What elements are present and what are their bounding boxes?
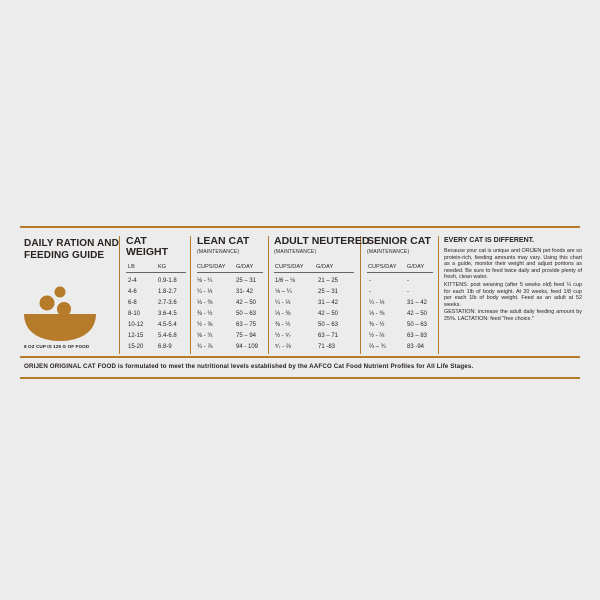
lb-header: LB bbox=[128, 264, 135, 270]
adult-grams-cell: 31 – 42 bbox=[318, 300, 339, 306]
adult-cups-cell: ½ - ⁵⁄₇ bbox=[275, 333, 291, 339]
senior-cups-header: CUPS/DAY bbox=[368, 264, 397, 270]
adult-cups-cell: ¼ - ⅓ bbox=[275, 300, 291, 306]
lean-cups-cell: ⅝ - ¾ bbox=[197, 333, 213, 339]
top-rule bbox=[20, 226, 580, 228]
feeding-guide-panel bbox=[20, 226, 580, 378]
lean-grams-cell: 75 – 94 bbox=[236, 333, 257, 339]
adult-grams-cell: 42 – 50 bbox=[318, 311, 339, 317]
adult-grams-cell: 21 – 25 bbox=[318, 278, 339, 284]
kg-cell: 2.7-3.6 bbox=[158, 300, 177, 306]
senior-grams-cell: 83 -94 bbox=[407, 344, 425, 350]
adult-grams-cell: 71 -83 bbox=[318, 344, 336, 350]
kittens-note: KITTENS: post weaning (after 5 weeks old) feed ¼ cup for each 1lb of body weight. At 20 weeks, feed 1/8 cup per each 1lb of body weight. Feed as an adult at 52 weeks. bbox=[444, 281, 582, 308]
lean-grams-cell: 42 – 50 bbox=[236, 300, 257, 306]
column-divider bbox=[438, 236, 439, 354]
senior-cups-cell: - bbox=[369, 278, 371, 284]
column-divider bbox=[190, 236, 191, 354]
middle-rule bbox=[20, 356, 580, 358]
adult-grams-cell: 63 – 71 bbox=[318, 333, 339, 339]
lean-grams-cell: 50 – 63 bbox=[236, 311, 257, 317]
adult-cups-cell: ⁵⁄₇ - ⅔ bbox=[275, 344, 291, 350]
column-divider bbox=[268, 236, 269, 354]
kg-cell: 5.4-6.8 bbox=[158, 333, 177, 339]
kg-cell: 0.9-1.8 bbox=[158, 278, 177, 284]
kg-cell: 4.5-5.4 bbox=[158, 322, 177, 328]
lean-cups-cell: ⅜ - ½ bbox=[197, 311, 213, 317]
senior-grams-cell: 50 – 63 bbox=[407, 322, 428, 328]
senior-cups-cell: ⅜ - ½ bbox=[369, 322, 385, 328]
lb-cell: 15-20 bbox=[128, 344, 144, 350]
general-feeding-note: Because your cat is unique and ORIJEN pet foods are so protein-rich, feeding amounts may vary. Using this chart as a guide, monitor their weight and adjust portions as needed. Be sure to feed twice daily and provide plenty of fresh, clean water. bbox=[444, 248, 582, 281]
header-underline bbox=[197, 272, 263, 273]
adult-cups-cell: 1/6 – ⅛ bbox=[275, 278, 296, 284]
lean-grams-cell: 31- 42 bbox=[236, 289, 254, 295]
kg-header: KG bbox=[158, 264, 167, 270]
senior-grams-cell: - bbox=[407, 278, 409, 284]
weight-column-title: CAT WEIGHT bbox=[126, 235, 168, 258]
column-divider bbox=[360, 236, 361, 354]
senior-grams-cell: - bbox=[407, 289, 409, 295]
header-underline bbox=[274, 272, 354, 273]
adult-grams-cell: 50 – 63 bbox=[318, 322, 339, 328]
lb-cell: 12-15 bbox=[128, 333, 144, 339]
senior-cups-cell: - bbox=[369, 289, 371, 295]
lb-cell: 4-6 bbox=[128, 289, 137, 295]
kg-cell: 1.8-2.7 bbox=[158, 289, 177, 295]
adult-cups-cell: ⅓ - ⅜ bbox=[275, 311, 291, 317]
senior-cat-title: SENIOR CAT bbox=[367, 235, 431, 247]
adult-cups-header: CUPS/DAY bbox=[275, 264, 304, 270]
senior-cups-cell: ⅓ - ⅜ bbox=[369, 311, 385, 317]
senior-cups-cell: ⅔ – ¾ bbox=[369, 344, 386, 350]
lean-grams-header: G/DAY bbox=[236, 264, 254, 270]
kg-cell: 3.6-4.5 bbox=[158, 311, 177, 317]
every-cat-title: EVERY CAT IS DIFFERENT. bbox=[444, 237, 535, 244]
adult-neutered-subtitle: (MAINTENANCE) bbox=[274, 249, 317, 255]
adult-cups-cell: ⅛ – ¼ bbox=[275, 289, 292, 295]
lean-cups-cell: ½ - ⅝ bbox=[197, 322, 213, 328]
column-divider bbox=[119, 236, 120, 354]
senior-cat-subtitle: (MAINTENANCE) bbox=[367, 249, 410, 255]
lean-cups-cell: ⅛ - ¼ bbox=[197, 278, 213, 284]
lb-cell: 8-10 bbox=[128, 311, 141, 317]
senior-cups-cell: ¼ - ⅓ bbox=[369, 300, 385, 306]
bottom-rule bbox=[20, 377, 580, 379]
aafco-statement: ORIJEN ORIGINAL CAT FOOD is formulated to meet the nutritional levels established by the AAFCO Cat Food Nutrient Profiles for All Life Stages. bbox=[24, 363, 474, 370]
lb-cell: 2-4 bbox=[128, 278, 137, 284]
gestation-note: GESTATION: increase the adult daily feeding amount by 25%. LACTATION: feed "free choice." bbox=[444, 309, 582, 322]
adult-neutered-title: ADULT NEUTERED bbox=[274, 235, 370, 247]
food-bowl-icon bbox=[22, 278, 98, 342]
lean-grams-cell: 63 – 75 bbox=[236, 322, 257, 328]
lean-cups-cell: ⅓ - ⅜ bbox=[197, 300, 213, 306]
lean-cups-header: CUPS/DAY bbox=[197, 264, 226, 270]
header-underline bbox=[126, 272, 186, 273]
senior-grams-cell: 31 – 42 bbox=[407, 300, 428, 306]
senior-grams-header: G/DAY bbox=[407, 264, 425, 270]
lb-cell: 10-12 bbox=[128, 322, 144, 328]
header-underline bbox=[367, 272, 433, 273]
lean-cat-title: LEAN CAT bbox=[197, 235, 250, 247]
lean-cups-cell: ¼ - ⅓ bbox=[197, 289, 213, 295]
senior-grams-cell: 63 – 83 bbox=[407, 333, 428, 339]
lb-cell: 6-8 bbox=[128, 300, 137, 306]
kg-cell: 6.8-9 bbox=[158, 344, 172, 350]
senior-grams-cell: 42 – 50 bbox=[407, 311, 428, 317]
lean-grams-cell: 25 – 31 bbox=[236, 278, 257, 284]
adult-grams-header: G/DAY bbox=[316, 264, 334, 270]
senior-cups-cell: ½ - ⅔ bbox=[369, 333, 385, 339]
guide-title: DAILY RATION AND FEEDING GUIDE bbox=[24, 238, 119, 261]
lean-cat-subtitle: (MAINTENANCE) bbox=[197, 249, 240, 255]
adult-cups-cell: ⅜ - ½ bbox=[275, 322, 291, 328]
adult-grams-cell: 25 – 31 bbox=[318, 289, 339, 295]
lean-grams-cell: 94 - 109 bbox=[236, 344, 259, 350]
cup-size-note: 8 OZ CUP IS 125 G OF FOOD bbox=[24, 344, 90, 349]
lean-cups-cell: ¾ - ⅞ bbox=[197, 344, 213, 350]
every-cat-notes bbox=[444, 237, 582, 324]
